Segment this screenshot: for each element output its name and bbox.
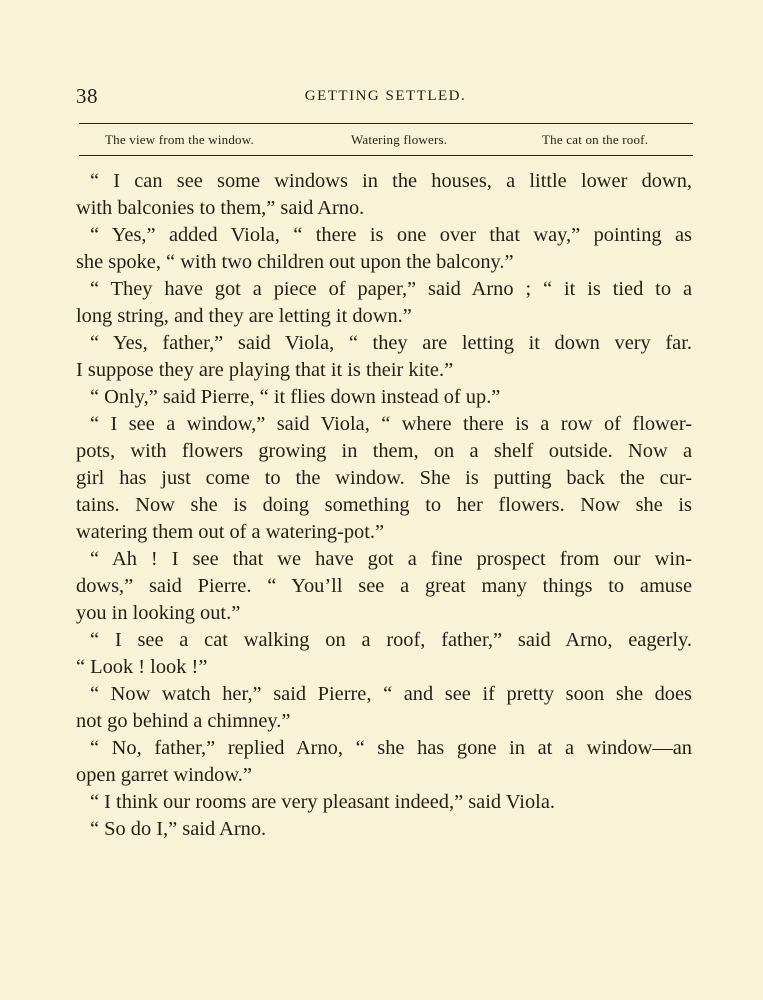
- topic-heading: The cat on the roof.: [542, 132, 649, 147]
- text-line: not go behind a chimney.”: [76, 710, 291, 732]
- topic-heading: Watering flowers.: [351, 132, 448, 147]
- text-line: “ Look ! look !”: [76, 656, 208, 678]
- text-line: I suppose they are playing that it is their kite.”: [76, 359, 454, 381]
- text-line: watering them out of a watering-pot.”: [76, 521, 385, 543]
- text-line: open garret window.”: [76, 764, 252, 786]
- text-line: “ Only,” said Pierre, “ it flies down instead of up.”: [90, 386, 501, 408]
- text-line: pots, with flowers growing in them, on a shelf outside. Now a: [76, 440, 692, 462]
- topic-heading: The view from the window.: [105, 132, 254, 147]
- text-line: “ I think our rooms are very pleasant indeed,” said Viola.: [90, 791, 555, 813]
- text-line: “ Ah ! I see that we have got a fine prospect from our win-: [90, 548, 692, 570]
- page-number: 38: [76, 84, 98, 108]
- header-rule-top: [79, 123, 693, 124]
- text-line: long string, and they are letting it down.”: [76, 305, 412, 327]
- text-line: “ Now watch her,” said Pierre, “ and see if pretty soon she does: [90, 683, 692, 705]
- text-line: girl has just come to the window. She is putting back the cur-: [76, 467, 692, 489]
- text-line: “ I see a cat walking on a roof, father,” said Arno, eagerly.: [90, 629, 692, 651]
- text-line: “ They have got a piece of paper,” said Arno ; “ it is tied to a: [90, 278, 692, 300]
- running-title: GETTING SETTLED.: [304, 88, 467, 104]
- text-line: “ Yes, father,” said Viola, “ they are letting it down very far.: [90, 332, 692, 354]
- text-line: “ No, father,” replied Arno, “ she has gone in at a window—an: [90, 737, 692, 759]
- text-line: she spoke, “ with two children out upon the balcony.”: [76, 251, 514, 273]
- text-line: “ I see a window,” said Viola, “ where there is a row of flower-: [90, 413, 692, 435]
- text-line: dows,” said Pierre. “ You’ll see a great many things to amuse: [76, 575, 692, 597]
- text-line: “ I can see some windows in the houses, a little lower down,: [90, 170, 692, 192]
- body-text: [76, 168, 692, 843]
- text-line: you in looking out.”: [76, 602, 241, 624]
- header-rule-bottom: [79, 155, 693, 156]
- text-line: with balconies to them,” said Arno.: [76, 197, 365, 219]
- text-line: “ So do I,” said Arno.: [90, 818, 267, 840]
- text-line: tains. Now she is doing something to her flowers. Now she is: [76, 494, 692, 516]
- text-line: “ Yes,” added Viola, “ there is one over that way,” pointing as: [90, 224, 692, 246]
